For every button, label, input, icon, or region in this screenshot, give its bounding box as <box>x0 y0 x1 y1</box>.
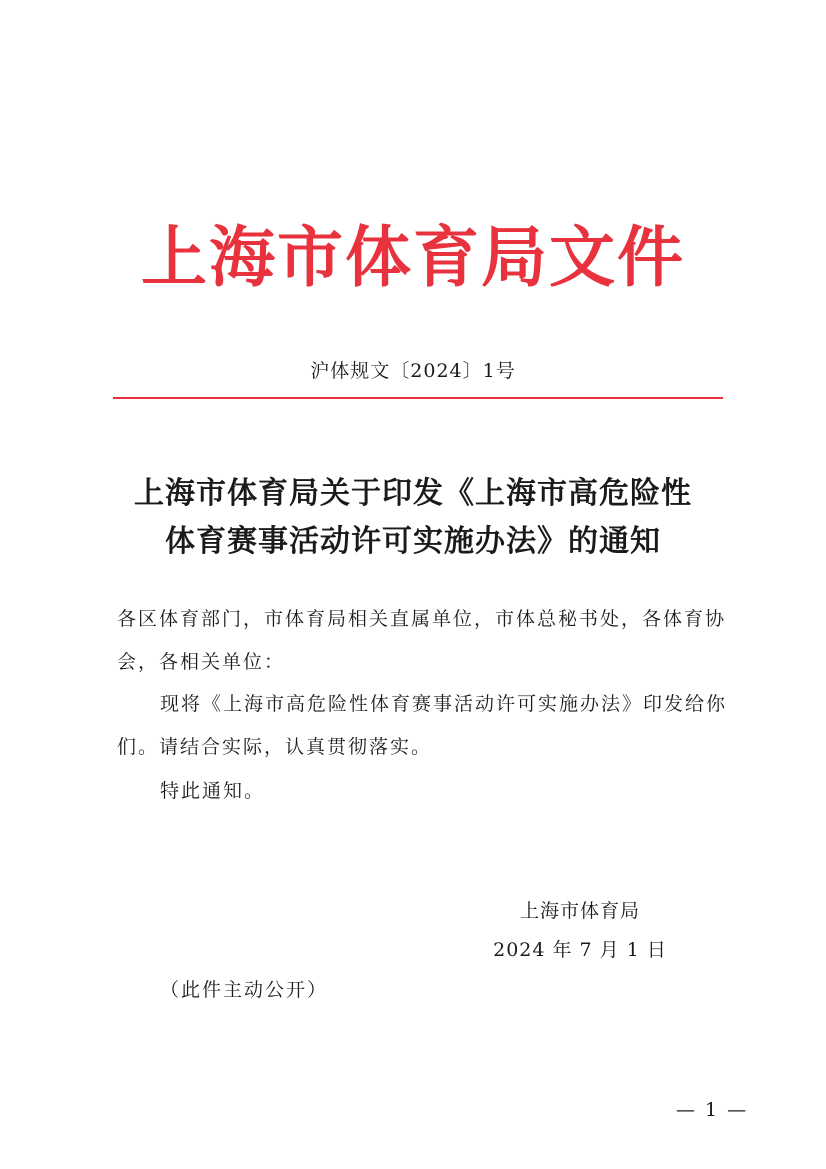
page-number: — 1 — <box>676 1099 749 1121</box>
closing-line: 特此通知。 <box>160 780 266 802</box>
title-line-2: 体育赛事活动许可实施办法》的通知 <box>165 524 661 559</box>
body-paragraph: 现将《上海市高危险性体育赛事活动许可实施办法》印发给你们。请结合实际，认真贯彻落实。 <box>117 693 728 758</box>
document-number: 沪体规文〔2024〕1号 <box>310 360 516 382</box>
red-separator-line <box>113 397 723 399</box>
disclosure-note: （此件主动公开） <box>160 979 329 1001</box>
document-masthead: 上海市体育局文件 <box>141 218 685 296</box>
document-title <box>0 470 826 566</box>
salutation: 各区体育部门，市体育局相关直属单位，市体总秘书处，各体育协会，各相关单位： <box>117 608 727 673</box>
title-line-1: 上海市体育局关于印发《上海市高危险性 <box>134 476 692 511</box>
issuing-authority: 上海市体育局 <box>519 900 640 922</box>
issue-date: 2024 年 7 月 1 日 <box>493 939 667 961</box>
